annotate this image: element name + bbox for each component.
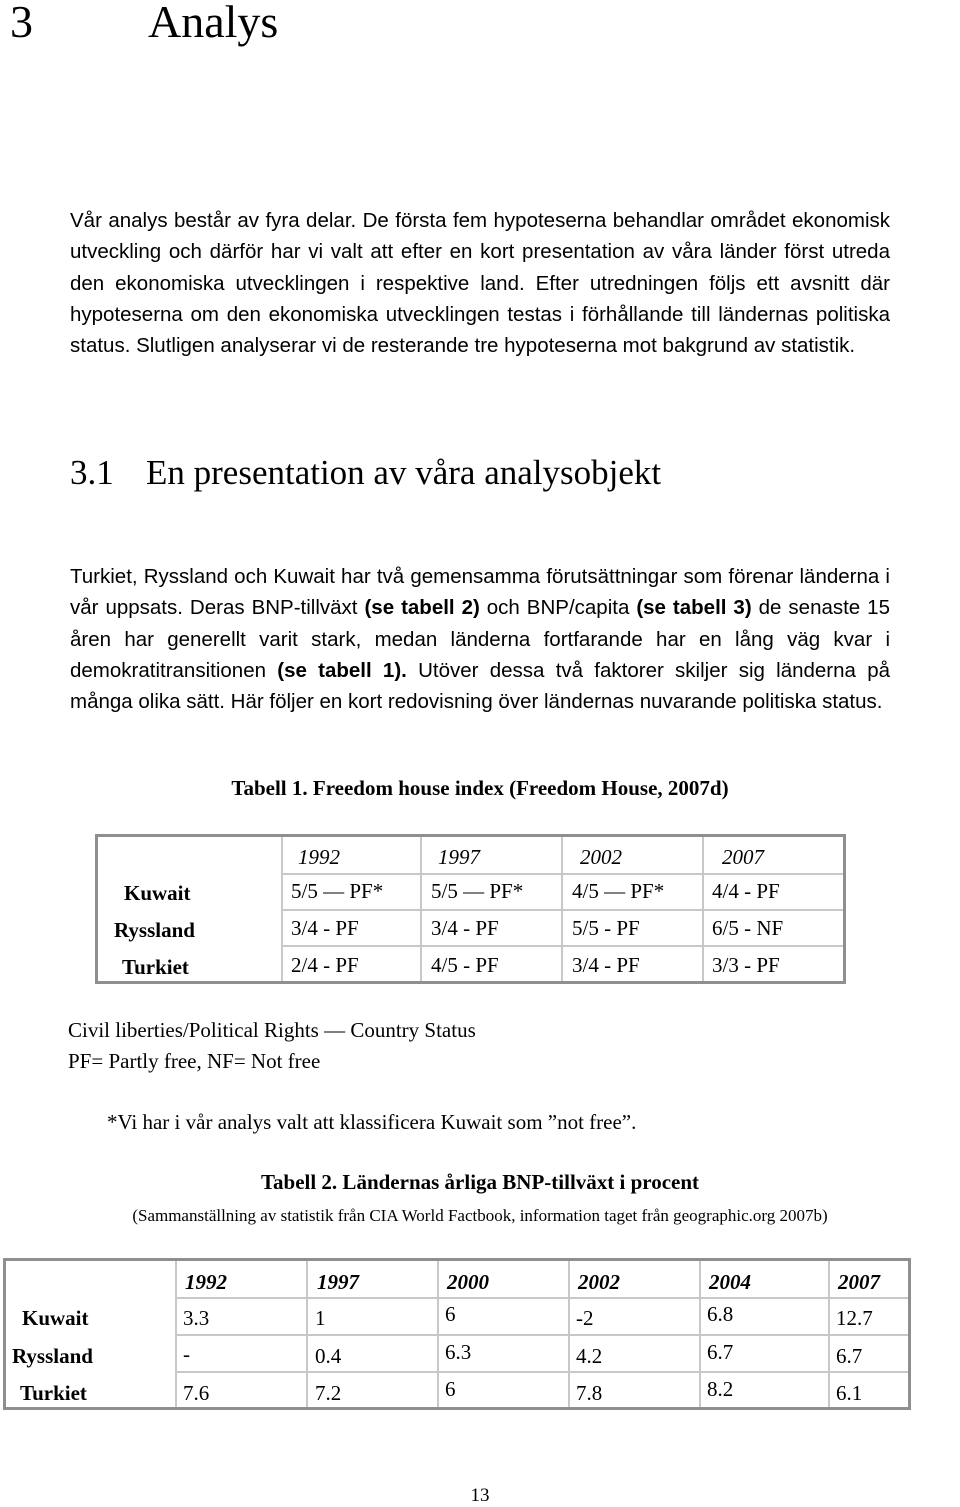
table-cell: 6.3 — [445, 1340, 472, 1364]
table-cell: 12.7 — [836, 1306, 873, 1330]
table-reference: (se tabell 2) — [364, 596, 480, 620]
table-cell: 1 — [315, 1306, 326, 1330]
presentation-paragraph — [70, 561, 890, 717]
table-divider — [281, 873, 843, 875]
table-divider — [175, 1297, 908, 1299]
table-cell: 3/4 - PF — [572, 953, 640, 977]
table-cell: 8.2 — [707, 1377, 734, 1401]
table2-source: (Sammanställning av statistik från CIA World Factbook, information taget från geographic.org 2007b) — [132, 1206, 828, 1225]
table-divider — [175, 1371, 908, 1373]
table-cell: 4/5 — PF* — [572, 879, 665, 903]
table-cell: - — [183, 1342, 190, 1366]
table-cell: 7.6 — [183, 1381, 210, 1405]
row-label-ryssland: Ryssland — [114, 918, 195, 942]
table-cell: 6 — [445, 1377, 456, 1401]
legend-line: PF= Partly free, NF= Not free — [68, 1049, 321, 1073]
row-label-ryssland: Ryssland — [12, 1344, 93, 1368]
table-cell: 6.7 — [836, 1344, 863, 1368]
presentation-text-4: Utöver dessa två faktorer skiljer sig länderna på många olika sätt. Här följer en kort redovisning över ländernas nuvarande politiska status. — [70, 658, 890, 714]
table-cell: 4/5 - PF — [431, 953, 499, 977]
column-header: 2002 — [580, 845, 622, 869]
column-header: 2002 — [578, 1270, 620, 1294]
table-cell: 3.3 — [183, 1306, 210, 1330]
page-number: 13 — [470, 1485, 490, 1506]
table-cell: 3/4 - PF — [291, 916, 359, 940]
row-label-turkiet: Turkiet — [122, 955, 189, 979]
column-header: 1992 — [185, 1270, 227, 1294]
table1-footnote: *Vi har i vår analys valt att klassificera Kuwait som ”not free”. — [107, 1110, 637, 1134]
table-cell: 5/5 - PF — [572, 916, 640, 940]
presentation-text-1: Turkiet, Ryssland och Kuwait har två gemensamma förutsättningar som förenar länderna i vår uppsats. Deras BNP-tillväxt — [70, 565, 890, 620]
table-cell: 5/5 — PF* — [431, 879, 524, 903]
table-cell: 6 — [445, 1302, 456, 1326]
table-cell: 2/4 - PF — [291, 953, 359, 977]
intro-paragraph: Vår analys består av fyra delar. De första fem hypoteserna behandlar området ekonomisk utveckling och därför har vi valt att efter en kort presentation av våra länder först utreda den ekonomiska utvecklingen i respektive land. Efter utredningen följs ett avsnitt där hypoteserna om den ekonomiska utvecklingen testas i förhållande till ländernas politiska status. Slutligen analyserar vi de resterande tre hypoteserna mot bakgrund av statistik. — [70, 209, 890, 358]
table-cell: 6.7 — [707, 1340, 734, 1364]
table-divider — [281, 945, 843, 947]
table-cell: 3/4 - PF — [431, 916, 499, 940]
presentation-text-2: och BNP/capita — [479, 596, 637, 620]
freedom-house-table — [95, 834, 846, 984]
column-header: 2004 — [709, 1270, 751, 1294]
table-cell: 0.4 — [315, 1344, 342, 1368]
table-cell: 4/4 - PF — [712, 879, 780, 903]
column-header: 1997 — [317, 1270, 359, 1294]
legend-line: Civil liberties/Political Rights — Country Status — [68, 1018, 476, 1042]
column-header: 2000 — [447, 1270, 489, 1294]
column-header: 2007 — [722, 845, 764, 869]
table-cell: 7.8 — [576, 1381, 603, 1405]
chapter-heading — [10, 0, 278, 50]
table-divider — [281, 909, 843, 911]
table-divider — [175, 1334, 908, 1336]
table-cell: 3/3 - PF — [712, 953, 780, 977]
row-label-kuwait: Kuwait — [124, 881, 191, 905]
table1-caption: Tabell 1. Freedom house index (Freedom House, 2007d) — [231, 776, 729, 800]
table1-legend — [68, 1015, 476, 1077]
table-cell: 4.2 — [576, 1344, 603, 1368]
table-cell: 6/5 - NF — [712, 916, 784, 940]
table-cell: 5/5 — PF* — [291, 879, 384, 903]
chapter-title-text: Analys — [148, 0, 279, 47]
table-reference: (se tabell 1). — [277, 658, 407, 682]
table-cell: 7.2 — [315, 1381, 342, 1405]
chapter-number: 3 — [10, 0, 33, 47]
column-header: 1992 — [298, 845, 340, 869]
presentation-text-3: de senaste 15 åren har generellt varit stark, medan länderna fortfarande har en lång väg kvar i demokratitransitionen — [70, 596, 890, 682]
row-label-kuwait: Kuwait — [22, 1306, 89, 1330]
table-cell: 6.8 — [707, 1302, 734, 1326]
table-reference: (se tabell 3) — [636, 596, 752, 620]
table-cell: -2 — [576, 1306, 594, 1330]
table2-caption: Tabell 2. Ländernas årliga BNP-tillväxt i procent — [260, 1170, 700, 1194]
table-cell: 6.1 — [836, 1381, 863, 1405]
gdp-growth-table — [3, 1258, 911, 1410]
section-title-text: En presentation av våra analysobjekt — [146, 453, 662, 492]
row-label-turkiet: Turkiet — [20, 1381, 87, 1405]
column-header: 1997 — [438, 845, 480, 869]
section-number: 3.1 — [70, 453, 114, 492]
section-heading — [70, 452, 661, 494]
column-header: 2007 — [838, 1270, 880, 1294]
